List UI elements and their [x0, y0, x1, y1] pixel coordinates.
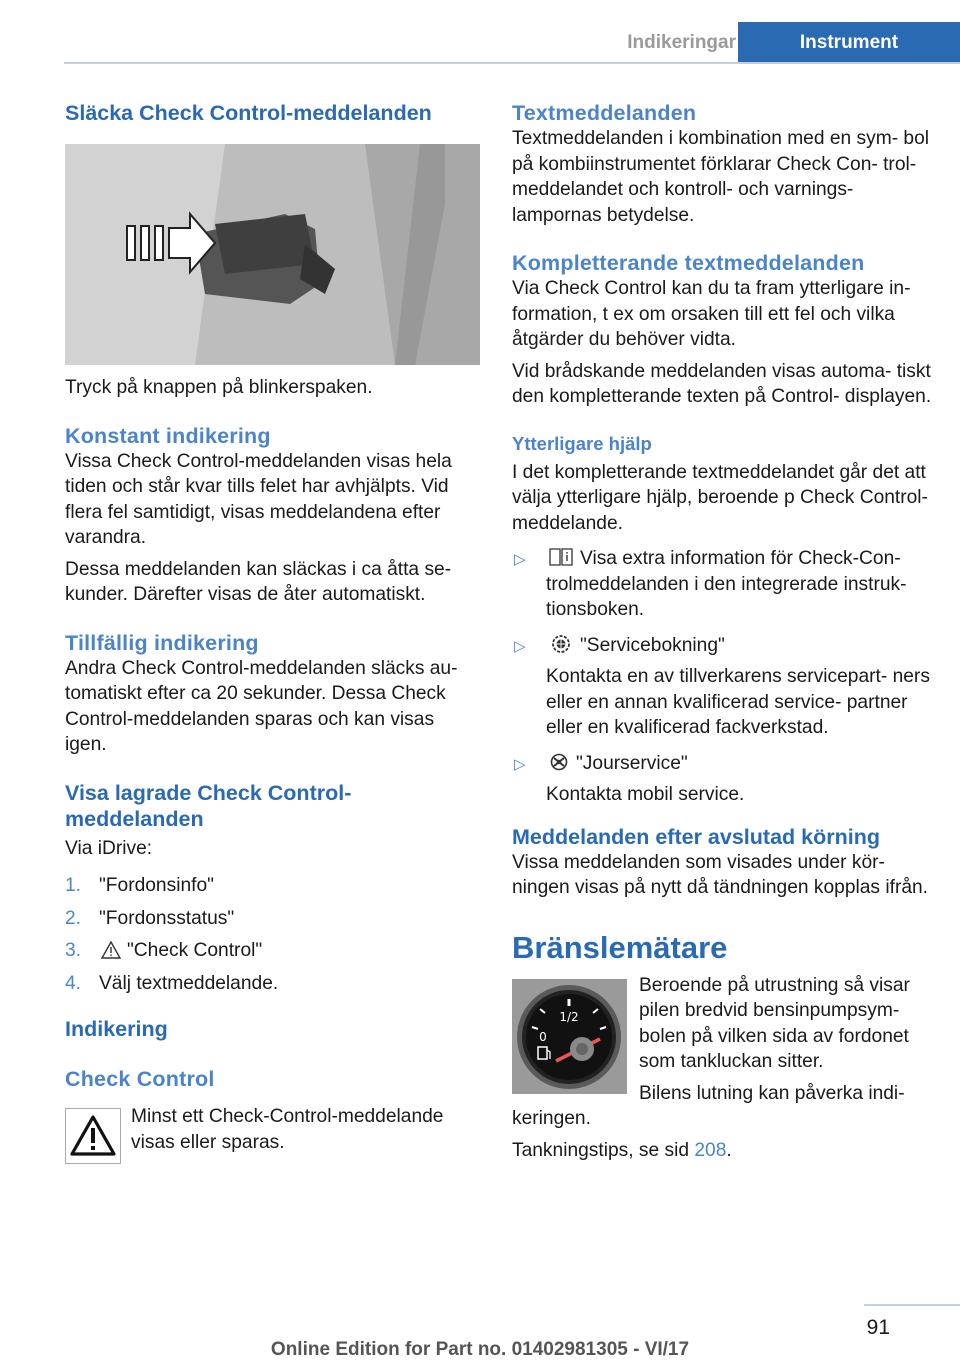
heading-slacka: Släcka Check Control-meddelanden	[65, 101, 432, 125]
turn-signal-lever-photo	[65, 144, 480, 365]
step-text: "Fordonsinfo"	[99, 875, 214, 896]
warning-triangle-icon	[101, 941, 121, 959]
header-divider	[64, 62, 960, 64]
tank-tips-text: Tankningstips, se sid	[512, 1139, 695, 1161]
chapter-tab[interactable]: Instrument	[738, 22, 960, 62]
help-option-text: Visa extra information för Check-Con‐ trolmeddelanden i den integrerade instruk‐ tionsboken.	[546, 548, 907, 620]
heading-textmeddelanden: Textmeddelanden	[512, 101, 697, 125]
idrive-steps	[65, 873, 480, 996]
footer-divider	[864, 1304, 960, 1306]
text-tillfallig: Andra Check Control-meddelanden släcks au‐ tomatiskt efter ca 20 sekunder. Dessa Check Control-meddelanden sparas och kan visas igen.	[65, 657, 458, 755]
text-tankningstips	[512, 1138, 932, 1164]
text-kompletterande-2: Vid brådskande meddelanden visas automa‐ tiskt den kompletterande texten på Control- displayen.	[512, 360, 932, 407]
right-column	[512, 100, 932, 1169]
heading-efter-korning: Meddelanden efter avslutad körning	[512, 824, 880, 849]
section-tab[interactable]: Indikeringar	[627, 32, 736, 53]
text-textmeddelanden: Textmeddelanden i kombination med en sym‐ bol på kombiinstrumentet förklarar Check Con‐ trol-meddelandet och kontroll- och varnings‐ lampornas betydelse.	[512, 128, 930, 226]
list-item	[65, 873, 480, 899]
list-item	[65, 971, 480, 997]
step-text: "Fordonsstatus"	[99, 907, 235, 929]
text-branslematare-1: Beroende på utrustning så visar pilen bredvid bensinpumpsym‐ bolen på vilken sida av fordonet som tankluckan sitter.	[639, 974, 910, 1072]
step-number: 4.	[65, 972, 82, 994]
heading-kompletterande: Kompletterande textmeddelanden	[512, 251, 865, 275]
text-konstant-2: Dessa meddelanden kan släckas i ca åtta se‐ kunder. Därefter visas de åter automatiskt.	[65, 558, 452, 605]
fuel-gauge-image	[512, 979, 627, 1094]
text-via-idrive: Via iDrive:	[65, 837, 153, 859]
step-number: 2.	[65, 907, 82, 929]
bullet-marker: ▷	[514, 637, 526, 655]
header-bar	[0, 22, 960, 62]
heading-konstant: Konstant indikering	[65, 423, 271, 448]
roadside-service-icon	[548, 752, 570, 772]
service-booking-icon	[548, 634, 574, 654]
bullet-marker: ▷	[514, 551, 526, 568]
manual-book-icon	[548, 547, 574, 567]
bullet-marker: ▷	[514, 755, 526, 773]
help-option-subtext: Kontakta mobil service.	[546, 784, 745, 805]
gauge-half-label: 1/2	[559, 1009, 579, 1024]
page-reference-link[interactable]: 208	[694, 1139, 727, 1161]
edition-footer: Online Edition for Part no. 01402981305 - VI/17	[270, 1339, 690, 1360]
help-option-text: "Servicebokning"	[580, 634, 725, 656]
heading-branslematare: Bränslemätare	[512, 929, 728, 965]
text-kompletterande-1: Via Check Control kan du ta fram ytterligare in‐ formation, t ex om orsaken till ett fel och vilka åtgärder du behöver vidta.	[512, 278, 911, 350]
help-option-text: "Jourservice"	[576, 752, 688, 774]
help-options	[512, 546, 932, 808]
list-item[interactable]	[512, 633, 932, 741]
step-number: 3.	[65, 940, 82, 961]
help-option-subtext: Kontakta en av tillverkarens servicepart‐ ners eller en annan kvalificerad service‐ partner eller en kvalificerad fackverkstad.	[546, 666, 930, 738]
heading-ytterligare-hjalp: Ytterligare hjälp	[512, 432, 652, 454]
step-number: 1.	[65, 875, 82, 896]
heading-check-control: Check Control	[65, 1067, 215, 1091]
step-text: "Check Control"	[127, 940, 263, 961]
text-branslematare-2: Bilens lutning kan påverka indi‐ keringen.	[512, 1082, 905, 1129]
check-control-warning-icon	[65, 1108, 121, 1164]
text-efter-korning: Vissa meddelanden som visades under kör‐ ningen visas på nytt då tändningen kopplas ifrån.	[512, 851, 929, 898]
step-text: Välj textmeddelande.	[99, 972, 279, 994]
gauge-zero-label: 0	[539, 1029, 547, 1044]
tank-tips-period: .	[726, 1139, 732, 1161]
list-item	[65, 938, 480, 964]
text-tryck: Tryck på knappen på blinkerspaken.	[65, 377, 373, 398]
text-check-control: Minst ett Check-Control-meddelande visas eller sparas.	[131, 1106, 444, 1153]
page-number: 91	[866, 1316, 890, 1339]
heading-visa-lagrade: Visa lagrade Check Control- meddelanden	[65, 780, 352, 831]
text-ytterligare-hjalp: I det kompletterande textmeddelandet går det att välja ytterligare hjälp, beroende p Check Control-meddelande.	[512, 461, 928, 534]
heading-indikering: Indikering	[65, 1017, 168, 1041]
text-konstant-1: Vissa Check Control-meddelanden visas hela tiden och står kvar tills felet har avhjälpts. Vid flera fel samtidigt, visas meddelandena efter varandra.	[65, 450, 452, 548]
list-item[interactable]	[512, 751, 932, 808]
heading-tillfallig: Tillfällig indikering	[65, 630, 259, 655]
check-control-row	[65, 1104, 480, 1164]
list-item	[65, 906, 480, 932]
list-item[interactable]	[512, 546, 932, 623]
left-column	[65, 100, 480, 1164]
